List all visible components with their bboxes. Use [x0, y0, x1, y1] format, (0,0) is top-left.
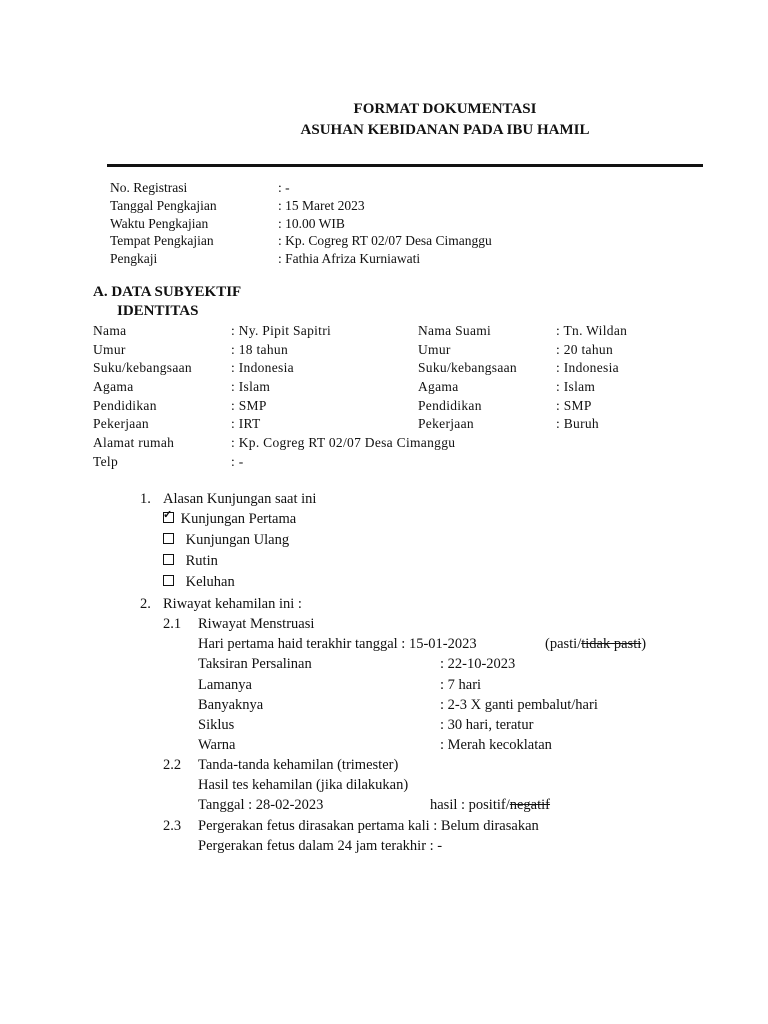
wife-religion-label: Agama [93, 379, 134, 394]
husband-education-value: : SMP [556, 398, 592, 413]
visit-option-label: Rutin [185, 553, 218, 569]
visit-title: Alasan Kunjungan saat ini [163, 491, 317, 507]
movement-number: 2.3 [163, 818, 182, 834]
signs-number: 2.2 [163, 757, 182, 773]
husband-religion-label: Agama [418, 379, 459, 394]
duration-value: : 7 hari [440, 677, 482, 693]
reg-no-label: No. Registrasi [110, 180, 188, 195]
reg-examiner-label: Pengkaji [110, 251, 158, 266]
visit-option-label: Kunjungan Ulang [185, 532, 290, 548]
test-result-struck: negatif [509, 797, 551, 813]
document-title-line2: ASUHAN KEBIDANAN PADA IBU HAMIL [300, 122, 590, 138]
wife-ethnicity-label: Suku/kebangsaan [93, 360, 192, 375]
lmp-text: Hari pertama haid terakhir tanggal : 15-01-2023 [198, 636, 477, 652]
visit-option-routine [163, 553, 218, 570]
wife-name-value: : Ny. Pipit Sapitri [231, 323, 332, 338]
wife-age-value: : 18 tahun [231, 342, 288, 357]
visit-option-repeat [163, 532, 289, 549]
husband-age-value: : 20 tahun [556, 342, 613, 357]
reg-time-label: Waktu Pengkajian [110, 216, 209, 231]
checkbox-icon[interactable] [163, 533, 174, 544]
menstrual-title: Riwayat Menstruasi [198, 616, 315, 632]
menstrual-number: 2.1 [163, 616, 182, 632]
visit-option-first [163, 511, 296, 528]
color-value: : Merah kecoklatan [440, 737, 552, 753]
reg-date-value: : 15 Maret 2023 [278, 198, 365, 213]
checkbox-icon[interactable] [163, 554, 174, 565]
phone-label: Telp [93, 454, 118, 469]
edd-label: Taksiran Persalinan [198, 656, 312, 672]
husband-name-label: Nama Suami [418, 323, 492, 338]
reg-examiner-value: : Fathia Afriza Kurniawati [278, 251, 421, 266]
lmp-certainty-open: (pasti/ [545, 636, 582, 652]
visit-option-label: Keluhan [185, 574, 235, 590]
duration-label: Lamanya [198, 677, 252, 693]
amount-label: Banyaknya [198, 697, 264, 713]
lmp-certainty-close: ) [641, 636, 647, 652]
visit-option-complaint [163, 574, 235, 591]
lmp-certainty [545, 636, 646, 653]
movement-first: Pergerakan fetus dirasakan pertama kali : Belum dirasakan [198, 818, 539, 834]
pregnancy-number: 2. [140, 596, 151, 612]
visit-option-label: Kunjungan Pertama [180, 511, 297, 527]
husband-religion-value: : Islam [556, 379, 596, 394]
husband-job-label: Pekerjaan [418, 416, 474, 431]
wife-religion-value: : Islam [231, 379, 271, 394]
wife-education-label: Pendidikan [93, 398, 157, 413]
husband-education-label: Pendidikan [418, 398, 482, 413]
phone-value: : - [231, 454, 244, 469]
wife-age-label: Umur [93, 342, 126, 357]
document-title-line1: FORMAT DOKUMENTASI [353, 101, 537, 117]
reg-place-label: Tempat Pengkajian [110, 233, 214, 248]
reg-date-label: Tanggal Pengkajian [110, 198, 217, 213]
cycle-value: : 30 hari, teratur [440, 717, 534, 733]
pregnancy-title: Riwayat kehamilan ini : [163, 596, 302, 612]
wife-job-value: : IRT [231, 416, 261, 431]
husband-name-value: : Tn. Wildan [556, 323, 628, 338]
movement-last24: Pergerakan fetus dalam 24 jam terakhir : - [198, 838, 443, 854]
visit-number: 1. [140, 491, 151, 507]
checkbox-checked-icon[interactable] [163, 512, 174, 523]
edd-value: : 22-10-2023 [440, 656, 516, 672]
husband-job-value: : Buruh [556, 416, 599, 431]
reg-time-value: : 10.00 WIB [278, 216, 345, 231]
address-value: : Kp. Cogreg RT 02/07 Desa Cimanggu [231, 435, 456, 450]
husband-age-label: Umur [418, 342, 451, 357]
section-a-heading: A. DATA SUBYEKTIF [93, 284, 242, 300]
address-label: Alamat rumah [93, 435, 175, 450]
cycle-label: Siklus [198, 717, 235, 733]
wife-ethnicity-value: : Indonesia [231, 360, 294, 375]
wife-name-label: Nama [93, 323, 127, 338]
lmp-certainty-struck: tidak pasti [581, 636, 642, 652]
husband-ethnicity-label: Suku/kebangsaan [418, 360, 517, 375]
reg-no-value: : - [278, 180, 290, 195]
husband-ethnicity-value: : Indonesia [556, 360, 619, 375]
wife-job-label: Pekerjaan [93, 416, 149, 431]
section-identity-heading: IDENTITAS [117, 303, 199, 319]
reg-place-value: : Kp. Cogreg RT 02/07 Desa Cimanggu [278, 233, 492, 248]
test-result-text: hasil : positif/ [430, 797, 510, 813]
signs-title: Tanda-tanda kehamilan (trimester) [198, 757, 399, 773]
color-label: Warna [198, 737, 236, 753]
test-text: Hasil tes kehamilan (jika dilakukan) [198, 777, 409, 793]
test-date: Tanggal : 28-02-2023 [198, 797, 324, 813]
checkbox-icon[interactable] [163, 575, 174, 586]
amount-value: : 2-3 X ganti pembalut/hari [440, 697, 598, 713]
header-divider [107, 164, 703, 167]
wife-education-value: : SMP [231, 398, 267, 413]
test-result [430, 797, 550, 814]
